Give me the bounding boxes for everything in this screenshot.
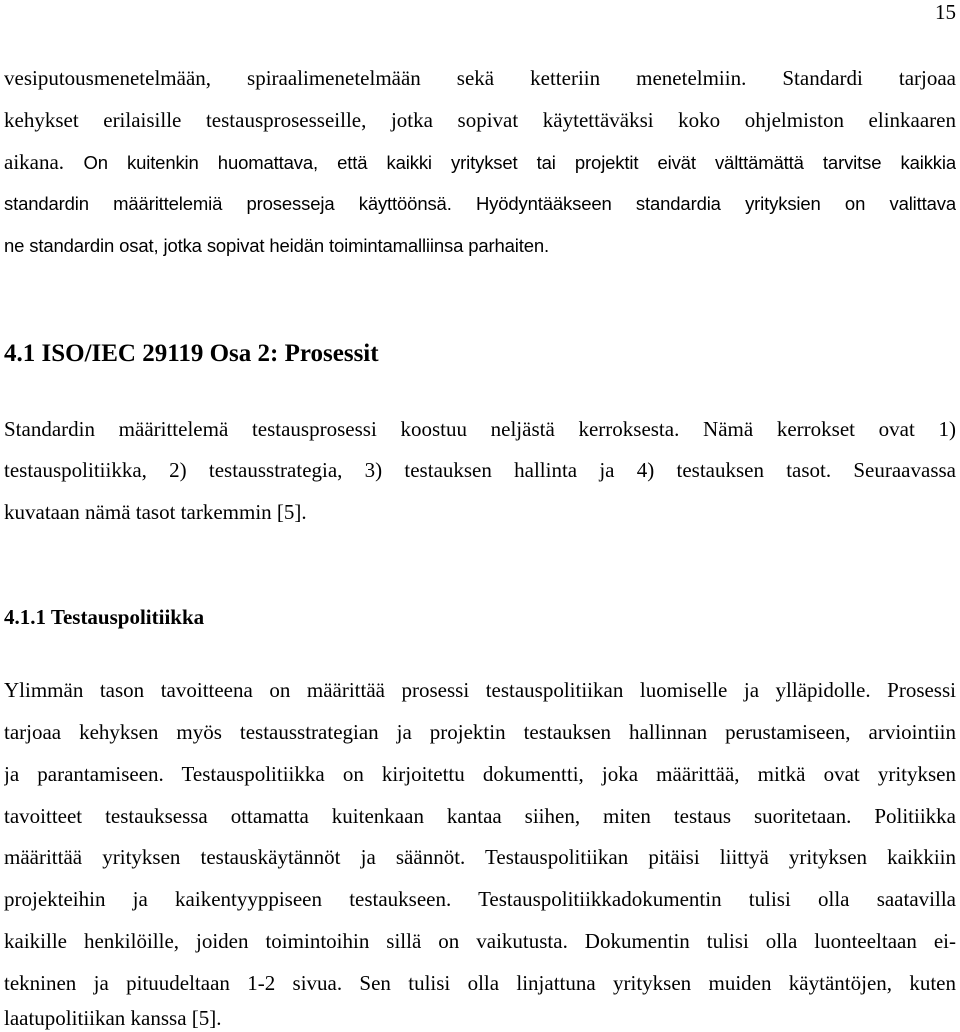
paragraph-3-line-1: Ylimmän tason tavoitteena on määrittää prosessi testauspolitiikan luomiselle ja ylläpidolle. Prosessi bbox=[4, 678, 956, 702]
paragraph-1-line-4 bbox=[4, 190, 956, 218]
paragraph-2-line-2: testauspolitiikka, 2) testausstrategia, 3) testauksen hallinta ja 4) testauksen tasot. Seuraavassa bbox=[4, 458, 956, 482]
paragraph-1-line-4-start: standardin määrittelemiä prosesseja käyttöönsä. bbox=[4, 193, 452, 214]
paragraph-1-line-3-rest: On kuitenkin huomattava, että kaikki yritykset tai projektit eivät välttämättä tarvitse kaikkia bbox=[83, 152, 956, 173]
paragraph-3-line-6: projekteihin ja kaikentyyppiseen testaukseen. Testauspolitiikkadokumentin tulisi olla saatavilla bbox=[4, 887, 956, 911]
subsection-heading: 4.1.1 Testauspolitiikka bbox=[4, 605, 205, 629]
paragraph-1-line-2: kehykset erilaisille testausprosesseille, jotka sopivat käytettäväksi koko ohjelmiston elinkaaren bbox=[4, 108, 956, 132]
paragraph-2-line-1: Standardin määrittelemä testausprosessi koostuu neljästä kerroksesta. Nämä kerrokset ovat 1) bbox=[4, 417, 956, 441]
paragraph-1-line-5: ne standardin osat, jotka sopivat heidän toimintamalliinsa parhaiten. bbox=[4, 235, 549, 256]
paragraph-3-line-7: kaikille henkilöille, joiden toimintoihin sillä on vaikutusta. Dokumentin tulisi olla luonteeltaan ei- bbox=[4, 929, 956, 953]
paragraph-1-line-3 bbox=[4, 148, 956, 177]
paragraph-1-line-1: vesiputousmenetelmään, spiraalimenetelmään sekä ketteriin menetelmiin. Standardi tarjoaa bbox=[4, 66, 956, 90]
paragraph-3-line-8: tekninen ja pituudeltaan 1-2 sivua. Sen tulisi olla linjattuna yrityksen muiden käytäntöjen, kuten bbox=[4, 971, 956, 995]
section-heading: 4.1 ISO/IEC 29119 Osa 2: Prosessit bbox=[4, 340, 379, 367]
paragraph-3-line-9: laatupolitiikan kanssa [5]. bbox=[4, 1006, 222, 1030]
page-number: 15 bbox=[935, 0, 956, 24]
paragraph-2-line-3: kuvataan nämä tasot tarkemmin [5]. bbox=[4, 500, 307, 524]
paragraph-1-line-4-rest: Hyödyntääkseen standardia yrityksien on valittava bbox=[475, 193, 956, 214]
paragraph-3-line-2: tarjoaa kehyksen myös testausstrategian ja projektin testauksen hallinnan perustamiseen, arviointiin bbox=[4, 720, 956, 744]
paragraph-3-line-5: määrittää yrityksen testauskäytännöt ja säännöt. Testauspolitiikan pitäisi liittyä yrityksen kaikkiin bbox=[4, 845, 956, 869]
paragraph-1-line-3-start: aikana. bbox=[4, 150, 65, 174]
paragraph-3-line-3: ja parantamiseen. Testauspolitiikka on kirjoitettu dokumentti, joka määrittää, mitkä ovat yrityksen bbox=[4, 762, 956, 786]
paragraph-3-line-4: tavoitteet testauksessa ottamatta kuitenkaan kantaa siihen, miten testaus suoritetaan. Politiikka bbox=[4, 804, 956, 828]
